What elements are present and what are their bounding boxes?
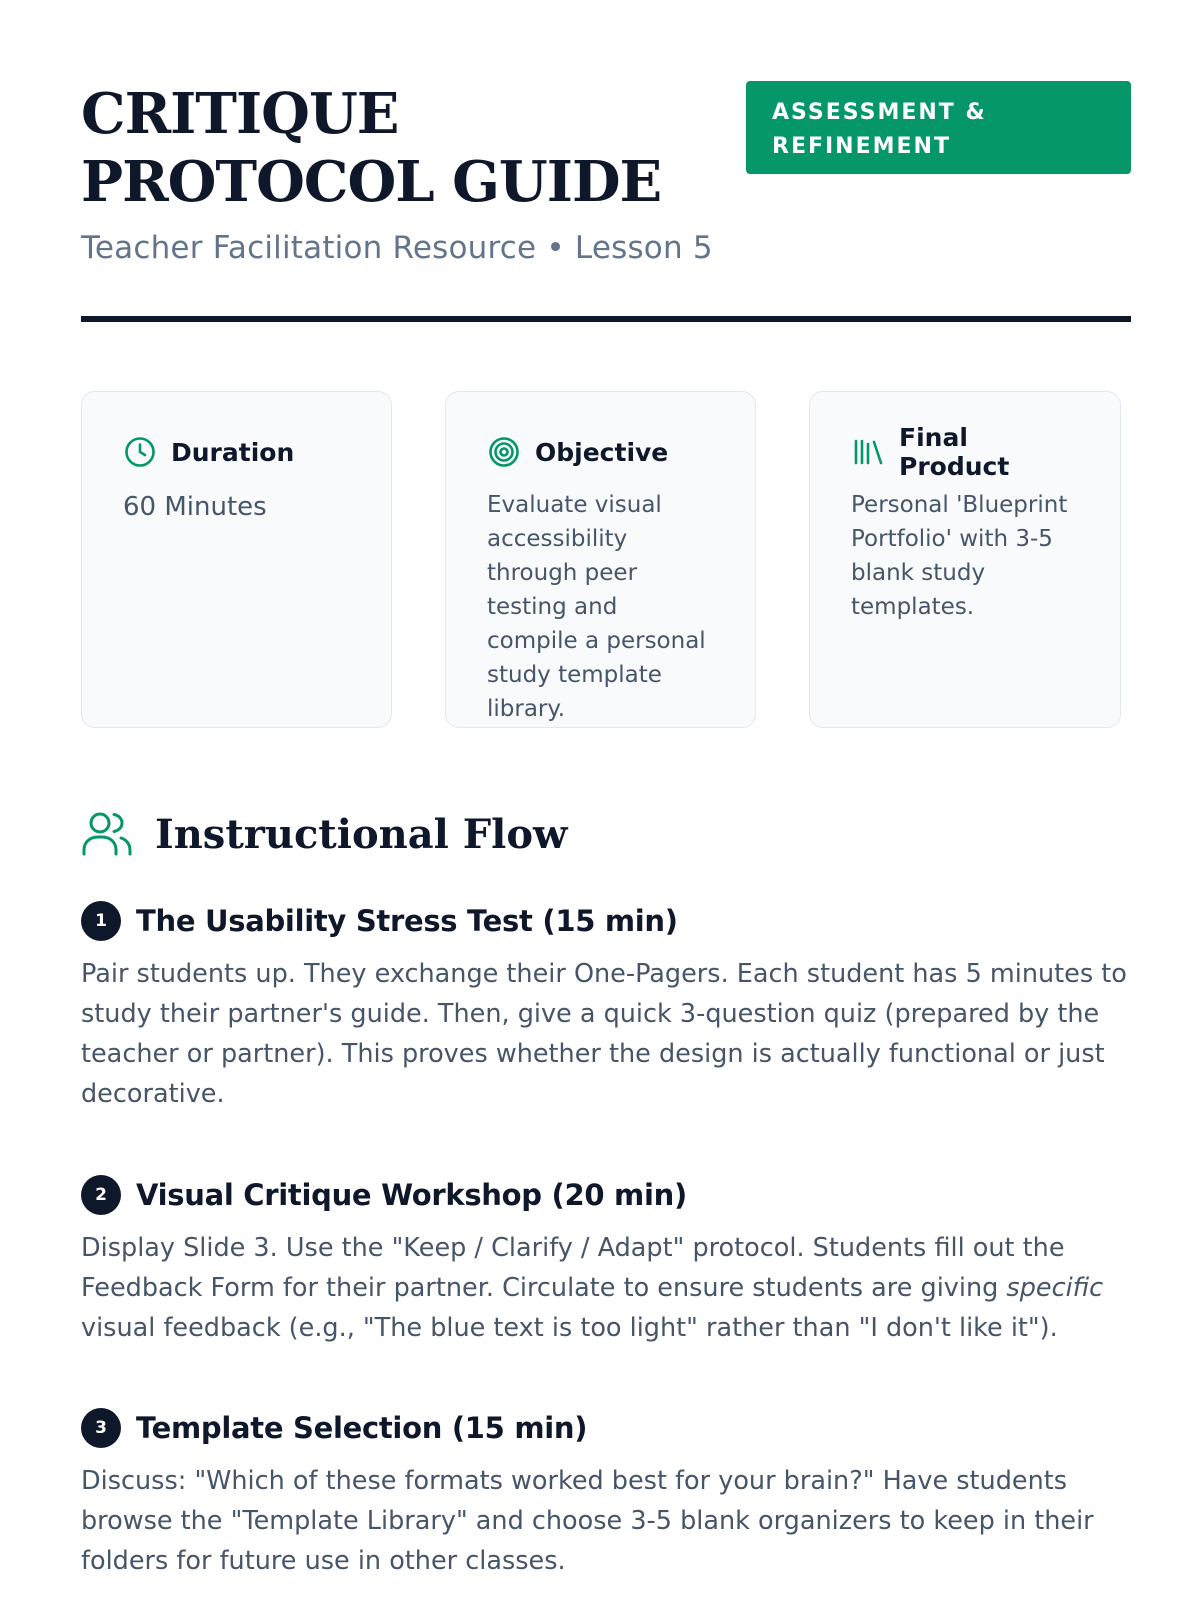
step-emphasis: specific xyxy=(1006,1273,1104,1303)
card-body: 60 Minutes xyxy=(123,492,267,522)
step-number: 3 xyxy=(81,1408,121,1448)
clock-icon xyxy=(123,435,157,469)
step-number: 1 xyxy=(81,901,121,941)
step-description xyxy=(81,1228,1141,1348)
step-header xyxy=(81,1174,1141,1216)
card-header xyxy=(123,434,351,470)
step-header xyxy=(81,1407,1141,1449)
flow-step xyxy=(81,900,1141,1114)
header-divider xyxy=(81,316,1131,322)
category-badge: ASSESSMENT & REFINEMENT xyxy=(746,81,1131,174)
step-description: Pair students up. They exchange their One-Pagers. Each student has 5 minutes to study their partner's guide. Then, give a quick 3-question quiz (prepared by the teacher or partner). This proves whether the design is actually functional or just decorative. xyxy=(81,959,1127,1109)
card-label: Objective xyxy=(535,437,669,467)
duration-card xyxy=(81,391,392,728)
library-icon xyxy=(851,435,885,469)
step-title: Template Selection (15 min) xyxy=(136,1411,588,1445)
step-title: Visual Critique Workshop (20 min) xyxy=(136,1178,687,1212)
flow-step xyxy=(81,1174,1141,1348)
step-text: Display Slide 3. Use the "Keep / Clarify / Adapt" protocol. Students fill out the Feedback Form for their partner. Circulate to ensure students are giving xyxy=(81,1233,1065,1303)
step-text: visual feedback (e.g., "The blue text is too light" rather than "I don't like it"). xyxy=(81,1313,1058,1343)
step-title: The Usability Stress Test (15 min) xyxy=(136,904,678,938)
target-icon xyxy=(487,435,521,469)
section-heading xyxy=(81,810,567,858)
step-description: Discuss: "Which of these formats worked best for your brain?" Have students browse the "Template Library" and choose 3-5 blank organizers to keep in their folders for future use in other classes. xyxy=(81,1466,1094,1576)
card-body: Personal 'Blueprint Portfolio' with 3-5 blank study templates. xyxy=(851,492,1068,620)
step-number: 2 xyxy=(81,1175,121,1215)
page-subtitle: Teacher Facilitation Resource • Lesson 5 xyxy=(81,230,713,266)
section-title: Instructional Flow xyxy=(155,810,568,858)
card-body: Evaluate visual accessibility through peer testing and compile a personal study template library. xyxy=(487,492,706,722)
page-title: CRITIQUE PROTOCOL GUIDE xyxy=(81,81,662,215)
users-icon xyxy=(81,810,133,858)
step-header xyxy=(81,900,1141,942)
card-label: Duration xyxy=(171,437,295,467)
card-header xyxy=(487,434,715,470)
objective-card xyxy=(445,391,756,728)
final-product-card xyxy=(809,391,1121,728)
card-label: Final Product xyxy=(899,423,1010,481)
card-header xyxy=(851,423,1080,481)
flow-step xyxy=(81,1407,1141,1581)
